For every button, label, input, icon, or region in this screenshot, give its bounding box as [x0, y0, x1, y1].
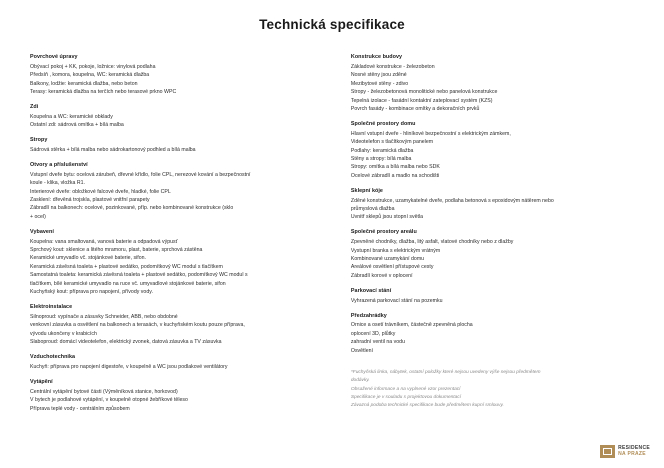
section-line: venkovní zásuvka a osvětlení na balkonech a terasách, v kuchyňském koutu pouze příprava,: [30, 322, 245, 329]
section-line: Příprava teplé vody - centrálním způsobem: [30, 405, 130, 412]
section-line: Předsíň , komora, koupelna, WC: keramická dlažba: [30, 72, 150, 79]
section-line: Zpevněné chodníky, dlažba, litý asfalt, vlatové chodníky nebo z dlažby: [350, 239, 514, 246]
footnote-line: Specifikace je v souladu s projektovou dokumentací: [350, 394, 462, 400]
brand-logo-text: [618, 446, 650, 457]
section-otvory-prislusenstvi: [30, 162, 323, 221]
section-povrchove-upravy: [30, 54, 323, 97]
footnote-line: *Fuchyňská linka, nábytek, ostatní položky které nejsou uvedeny výše nejsou předmětem: [350, 370, 541, 376]
section-vytapeni: [30, 379, 323, 413]
section-line: Sprchový kout: sklenice a litého mramoru, plast, baterie, sprchová zástěna: [30, 247, 203, 254]
section-stropy: [30, 137, 323, 154]
section-line: Areálové osvětlení přístupové cesty: [350, 264, 434, 271]
section-line: Zábradlí korové v oplocení: [350, 272, 413, 279]
section-line: + ocel): [30, 213, 46, 220]
section-heading: Povrchové úpravy: [30, 54, 78, 60]
section-konstrukce-budovy: [351, 54, 638, 113]
section-line: Kombinované uzamykání domu: [350, 255, 425, 262]
section-line: Samostatná toaleta: keramická závěsná toaleta + plastové sedátko, podomítkový WC modul s: [30, 272, 248, 279]
section-predzahradky: [351, 313, 638, 356]
section-line: oplocení 3D, plůtky: [350, 330, 396, 337]
section-line: Stropy - železobetonová monolitické nebo panelová konstrukce: [350, 89, 498, 96]
section-heading: Společné prostory areálu: [350, 229, 417, 236]
section-line: Sádrová stěrka + bílá malba nebo sádrokartonový podhled a bílá malba: [30, 147, 196, 154]
section-line: Kuchyňský kout: příprava pro napojení, přívody vody.: [30, 289, 153, 296]
section-line: Koupelna: vana smaltovaná, vanová baterie a odpadová výpusť: [30, 238, 178, 245]
section-line: Slaboproud: domácí videotelefon, elektrický zvonek, datová zásuvka a TV zásuvka: [30, 339, 222, 346]
section-heading: Vzduchotechnika: [30, 354, 76, 361]
section-line: Videotelefon s tlačítkovým panelem: [350, 139, 434, 146]
section-heading: Konstrukce budovy: [350, 54, 403, 60]
section-heading: Elektroinstalace: [30, 304, 73, 311]
section-line: Vystupní branka s elektrickým vrátným: [350, 247, 441, 254]
section-line: Koupelna a WC: keramické obklady: [30, 113, 113, 120]
section-line: Stěny a stropy: bílá malba: [350, 155, 412, 162]
footnote: [351, 369, 638, 410]
section-line: Ocelové zábradlí a madlo na schodišti: [350, 172, 440, 179]
section-line: Podlahy: keramická dlažba: [350, 147, 414, 154]
section-line: Balkony, lodžie: keramická dlažba, nebo beton: [30, 80, 138, 87]
section-sklepni-koje: [351, 188, 638, 222]
footnote-line: dodávky.: [350, 378, 370, 384]
section-line: Silnoproud: vypínače a zásuvky Schneider, ABB, nebo obdobné: [30, 313, 178, 320]
section-line: Tepelná izolace - fasádní kontaktní zateplovací systém (KZS): [350, 97, 493, 104]
left-column: [30, 54, 323, 420]
section-line: Zábradlí na balkonech: ocelové, pozinkované, příp. nebo kombinované konstrukce (sklo: [30, 205, 234, 212]
section-line: Povrch fasády - kombinace omítky a dekoračních prvků: [350, 105, 480, 112]
section-line: Ornice a osetí trávníkem, částečně zpevněná plocha: [350, 322, 473, 329]
section-line: koule - klika, vložka R1.: [30, 180, 85, 187]
section-line: Vyhrazená parkovací stání na pozemku: [350, 297, 443, 304]
section-line: Ostatní zdi: sádrová omítka + bílá malba: [30, 122, 124, 129]
section-line: Hlavní vstupní dveře - hliníkové bezpečnostní s elektrickým zámkem,: [350, 130, 511, 137]
section-line: Osvětlení: [350, 347, 373, 354]
footnote-line: Závazná podoba technické specifikace bude předmětem kupní smlouvy.: [350, 403, 504, 409]
section-line: Zděné konstrukce, uzamykatelné dveře, podlaha betonová s epoxidovým nátěrem nebo: [350, 197, 554, 204]
section-heading: Otvory a příslušenství: [30, 161, 88, 168]
section-vybaveni: [30, 229, 323, 297]
section-line: Interierové dveře: obložkové falcové dveře, hladké, folie CPL: [30, 188, 171, 195]
section-spolecne-prostory-arealu: [351, 229, 638, 280]
section-line: Stropy: omítka a bílá malba nebo SDK: [350, 164, 440, 171]
section-heading: Sklepní kóje: [350, 187, 383, 194]
section-line: Keramická závěsná toaleta + plastové sedátko, podomítkový WC modul s tlačítkem: [30, 263, 223, 270]
section-zdi: [30, 104, 323, 130]
section-line: Keramické umyvadlo vč. stojánkové baterie, sifon.: [30, 255, 147, 262]
section-line: Zasklení: dřevěná trojskla, plastové vnitřní parapety: [30, 197, 150, 204]
section-heading: Parkovací stání: [350, 287, 392, 294]
section-line: průmyslová dlažba: [350, 205, 395, 212]
section-heading: Stropy: [30, 137, 48, 144]
footnote-line: Obsažené informace a na vyplnené vzor prezentací: [350, 386, 461, 392]
section-elektroinstalace: [30, 304, 323, 347]
section-heading: Vytápění: [30, 378, 53, 385]
section-line: Nosné stěny jsou zděné: [350, 72, 407, 79]
section-heading: Předzahrádky: [350, 312, 387, 319]
section-line: Obývací pokoj + KK, pokoje, ložnice: vinylová podlaha: [30, 63, 156, 70]
section-heading: Zdi: [30, 104, 39, 111]
section-spolecne-prostory-domu: [351, 121, 638, 180]
section-line: vývodu ukončeny v krabicích: [30, 330, 97, 337]
section-parkovaci-stani: [351, 288, 638, 305]
section-vzduchotechnika: [30, 354, 323, 371]
section-line: Mezibytové stěny - zdivo: [350, 80, 409, 87]
section-line: V bytech je podlahové vytápění, v koupelně otopné žebříkové těleso: [30, 397, 188, 404]
building-icon: [600, 445, 615, 458]
section-line: Základové konstrukce - železobeton: [350, 63, 435, 70]
section-heading: Vybavení: [30, 228, 54, 235]
section-heading: Společné prostory domu: [350, 120, 416, 127]
section-line: Vstupní dveře bytu: ocelová zárubeň, dřevné křídlo, folie CPL, nerezové kování a bezpečnostní: [30, 171, 251, 178]
section-line: Centrální vytápění bytové části (Výměníková stanice, horkovod): [30, 388, 178, 395]
section-line: zahradní ventil na vodu: [350, 339, 405, 346]
brand-name-line1: RESIDENCE: [618, 445, 650, 452]
section-line: tlačítkem, bílé keramické umyvadlo na ruce vč. umyvadlové stojánkové baterie, sifon: [30, 280, 226, 287]
section-line: Terasy: keramická dlažba na terčích nebo terasové prkno WPC: [30, 89, 177, 96]
page-title: Technická specifikace: [259, 17, 405, 32]
content-columns: [0, 32, 664, 420]
brand-logo: [600, 445, 650, 458]
brand-name-line2: NA PRAZE: [618, 450, 646, 457]
section-line: Uvnitř sklepů jsou stopní světla: [350, 214, 424, 221]
right-column: [345, 54, 638, 420]
section-line: Kuchyň: příprava pro napojení digestoře, v koupelně a WC jsou podlakové ventilátory: [30, 363, 228, 370]
